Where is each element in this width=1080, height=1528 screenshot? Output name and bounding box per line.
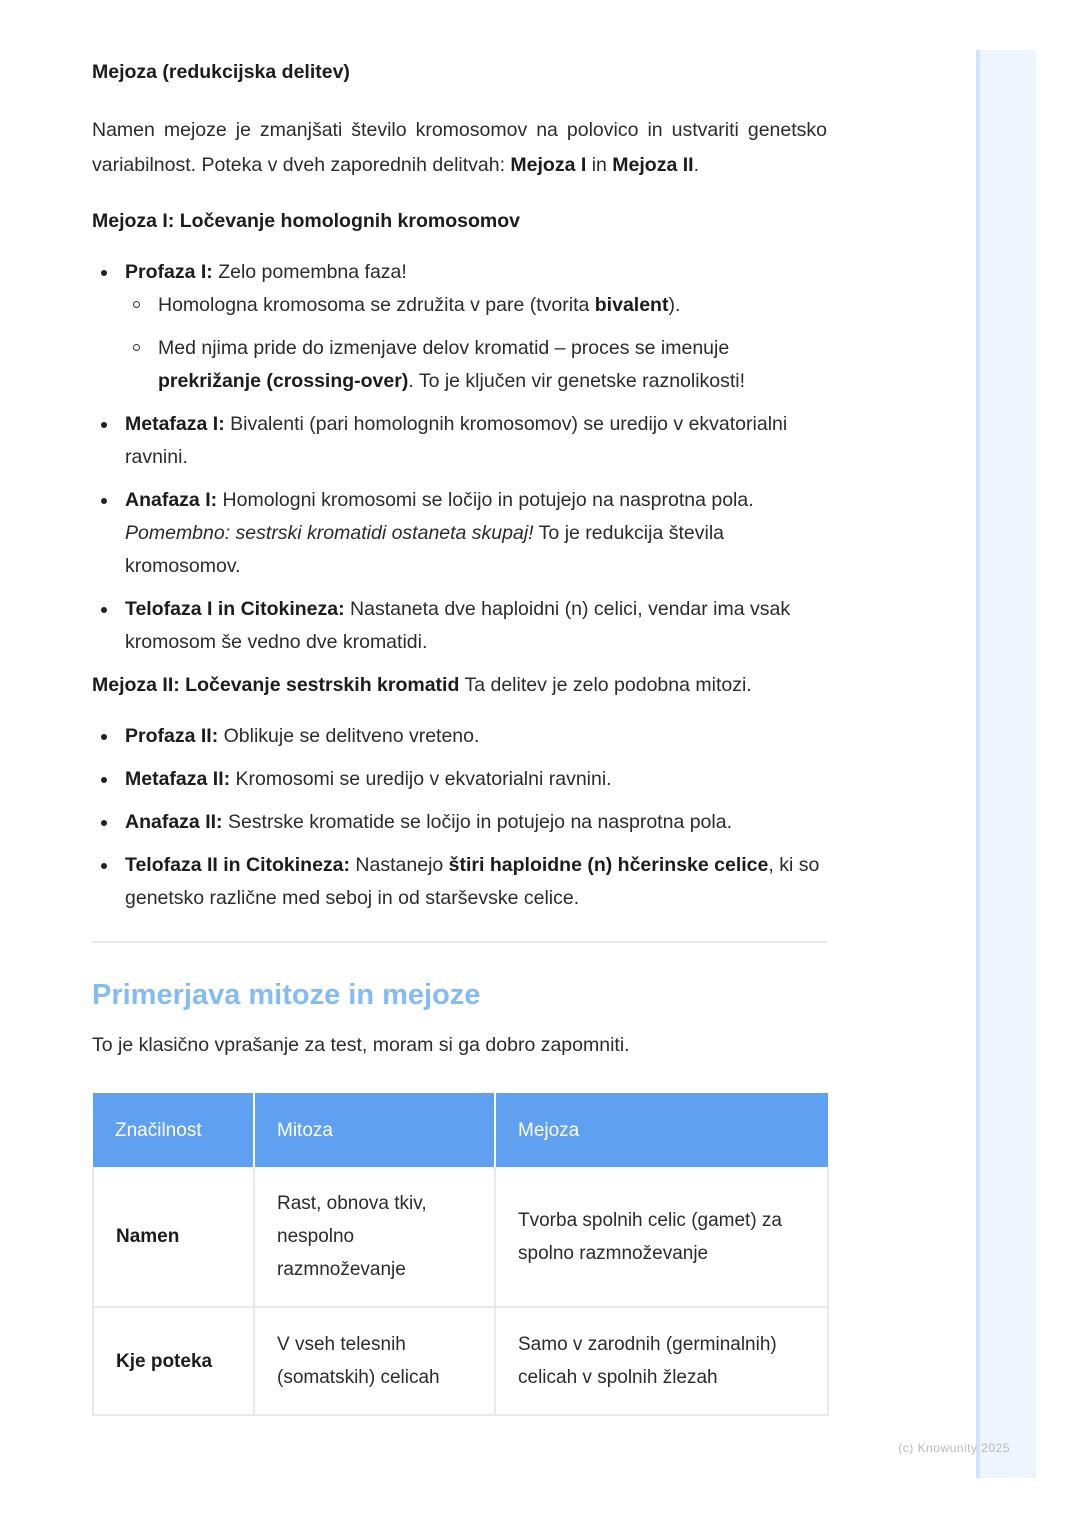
label: Telofaza II in Citokineza: [125, 854, 351, 876]
table-cell: Namen [93, 1167, 254, 1307]
text: Homologna kromosoma se združita v pare (tvorita [158, 294, 595, 316]
list-item-metafaza-1 [92, 408, 827, 474]
text: Med njima pride do izmenjave delov kromatid – proces se imenuje [158, 337, 730, 359]
heading-mejoza: Mejoza (redukcijska delitev) [92, 61, 350, 83]
sub-item-crossing-over [125, 332, 827, 398]
table-header-row [93, 1093, 828, 1167]
italic-note: Pomembno: sestrski kromatidi ostaneta skupaj! [125, 522, 534, 544]
label: Anafaza I: [125, 489, 218, 511]
intro-bold-mejoza2: Mejoza II [612, 154, 694, 176]
table-cell: Rast, obnova tkiv, nespolno razmnoževanje [254, 1167, 495, 1307]
intro-paragraph [92, 113, 827, 183]
text: Sestrske kromatide se ločijo in potujejo na nasprotna pola. [222, 811, 732, 833]
text: Homologni kromosomi se ločijo in potujejo na nasprotna pola. [217, 489, 754, 511]
bold-term: prekrižanje (crossing-over) [158, 370, 409, 392]
side-panel [976, 50, 1036, 1480]
column-header: Mejoza [495, 1093, 828, 1167]
label: Profaza II: [125, 725, 219, 747]
bold-term: bivalent [594, 294, 669, 316]
table-row [93, 1307, 828, 1415]
section-description: To je klasično vprašanje za test, moram si ga dobro zapomniti. [92, 1034, 630, 1056]
bold-term: štiri haploidne (n) hčerinske celice [448, 854, 769, 876]
heading-tail: Ta delitev je zelo podobna mitozi. [459, 674, 752, 696]
column-header: Značilnost [93, 1093, 254, 1167]
document-content [92, 56, 827, 1416]
text: Oblikuje se delitveno vreteno. [218, 725, 480, 747]
intro-text: . [693, 154, 699, 176]
table-cell: Tvorba spolnih celic (gamet) za spolno razmnoževanje [495, 1167, 828, 1307]
text: . To je ključen vir genetske raznolikosti! [408, 370, 746, 392]
intro-text: Namen mejoze je zmanjšati število kromosomov na polovico in ustvariti genetsko variabilnost. Poteka v dveh zaporednih delitvah: [92, 119, 827, 176]
watermark: (c) Knowunity 2025 [898, 1441, 1010, 1455]
intro-text: in [586, 154, 613, 176]
list-item-profaza-2 [92, 720, 827, 753]
mejoza1-list [92, 256, 827, 659]
text: Bivalenti (pari homolognih kromosomov) se uredijo v ekvatorialni ravnini. [125, 413, 788, 468]
text: Kromosomi se uredijo v ekvatorialni ravnini. [230, 768, 612, 790]
text: Nastaneta dve haploidni (n) celici, vendar ima vsak kromosom še vedno dve kromatidi. [125, 598, 791, 653]
text: Zelo pomembna faza! [212, 261, 407, 283]
list-item-anafaza-1 [92, 484, 827, 583]
list-item-anafaza-2 [92, 806, 827, 839]
text: ). [668, 294, 681, 316]
divider [92, 941, 827, 943]
heading-mejoza-2 [92, 669, 827, 702]
list-item-telofaza-2 [92, 849, 827, 915]
table-row [93, 1167, 828, 1307]
heading-bold: Mejoza II: Ločevanje sestrskih kromatid [92, 674, 460, 696]
section-title: Primerjava mitoze in mejoze [92, 979, 481, 1011]
label: Metafaza I: [125, 413, 225, 435]
table-cell: Kje poteka [93, 1307, 254, 1415]
list-item-telofaza-1 [92, 593, 827, 659]
table-cell: V vseh telesnih (somatskih) celicah [254, 1307, 495, 1415]
page-bottom-margin [0, 1478, 1080, 1528]
text: , ki so genetsko različne med seboj in od starševske celice. [125, 854, 820, 909]
list-item-profaza-1 [92, 256, 827, 398]
sub-item-bivalent [125, 289, 827, 322]
intro-bold-mejoza1: Mejoza I [510, 154, 587, 176]
heading-mejoza-1: Mejoza I: Ločevanje homolognih kromosomov [92, 210, 520, 232]
label: Metafaza II: [125, 768, 231, 790]
list-item-metafaza-2 [92, 763, 827, 796]
column-header: Mitoza [254, 1093, 495, 1167]
text: To je redukcija števila kromosomov. [125, 522, 725, 577]
profaza-sublist [125, 289, 827, 398]
label: Telofaza I in Citokineza: [125, 598, 345, 620]
text: Nastanejo [350, 854, 449, 876]
table-cell: Samo v zarodnih (germinalnih) celicah v spolnih žlezah [495, 1307, 828, 1415]
label: Anafaza II: [125, 811, 223, 833]
mejoza2-list [92, 720, 827, 915]
label: Profaza I: [125, 261, 213, 283]
comparison-table [92, 1093, 829, 1416]
